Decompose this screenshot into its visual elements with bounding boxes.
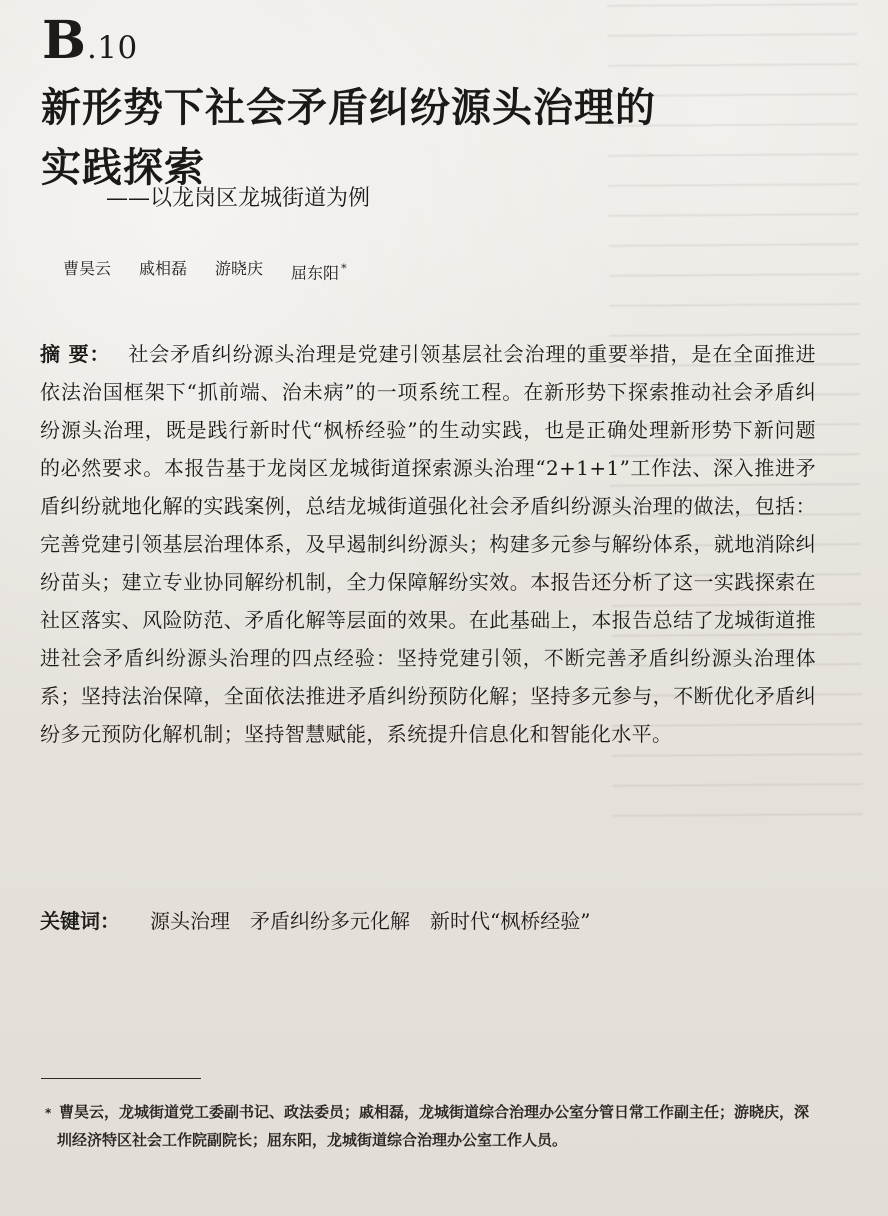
author-footnote xyxy=(45,1099,817,1154)
keyword-item: 源头治理 xyxy=(150,909,230,933)
footnote-text: 曹昊云，龙城街道党工委副书记、政法委员；戚相磊，龙城街道综合治理办公室分管日常工作副主任；游晓庆，深圳经济特区社会工作院副院长；屈东阳，龙城街道综合治理办公室工作人员。 xyxy=(57,1103,810,1149)
keyword-item: 矛盾纠纷多元化解 xyxy=(250,909,410,933)
abstract-block xyxy=(40,335,816,753)
author-name: 戚相磊 xyxy=(139,259,188,278)
author-list xyxy=(63,257,347,285)
keywords-label: 关键词： xyxy=(40,909,120,933)
keywords-block xyxy=(40,905,820,937)
page-title xyxy=(41,78,761,198)
abstract-label: 摘 要： xyxy=(40,342,111,366)
author-name: 游晓庆 xyxy=(215,259,264,278)
author-name-with-note: 屈东阳 * xyxy=(291,257,347,285)
footnote-divider xyxy=(41,1078,201,1079)
abstract-text: 社会矛盾纠纷源头治理是党建引领基层社会治理的重要举措，是在全面推进依法治国框架下“抓前端、治未病”的一项系统工程。在新形势下探索推动社会矛盾纠纷源头治理，既是践行新时代“枫桥经验”的生动实践，也是正确处理新形势下新问题的必然要求。本报告基于龙岗区龙城街道探索源头治理“2+1+1”工作法、深入推进矛盾纠纷就地化解的实践案例，总结龙城街道强化社会矛盾纠纷源头治理的做法，包括：完善党建引领基层治理体系，及早遏制纠纷源头；构建多元参与解纷体系，就地消除纠纷苗头；建立专业协同解纷机制，全力保障解纷实效。本报告还分析了这一实践探索在社区落实、风险防范、矛盾化解等层面的效果。在此基础上，本报告总结了龙城街道推进社会矛盾纠纷源头治理的四点经验：坚持党建引领，不断完善矛盾纠纷源头治理体系；坚持法治保障，全面依法推进矛盾纠纷预防化解；坚持多元参与，不断优化矛盾纠纷多元预防化解机制；坚持智慧赋能，系统提升信息化和智能化水平。 xyxy=(40,342,816,746)
page-subtitle: ——以龙岗区龙城街道为例 xyxy=(106,186,371,211)
series-number: .10 xyxy=(86,30,138,66)
title-line-1: 新形势下社会矛盾纠纷源头治理的 xyxy=(41,85,656,131)
author-name: 曹昊云 xyxy=(63,259,112,278)
title-line-2: 实践探索 xyxy=(41,145,205,191)
series-label xyxy=(42,10,138,71)
keyword-item: 新时代“枫桥经验” xyxy=(430,909,591,933)
series-letter: B xyxy=(42,10,85,71)
footnote-marker: * xyxy=(45,1106,52,1120)
